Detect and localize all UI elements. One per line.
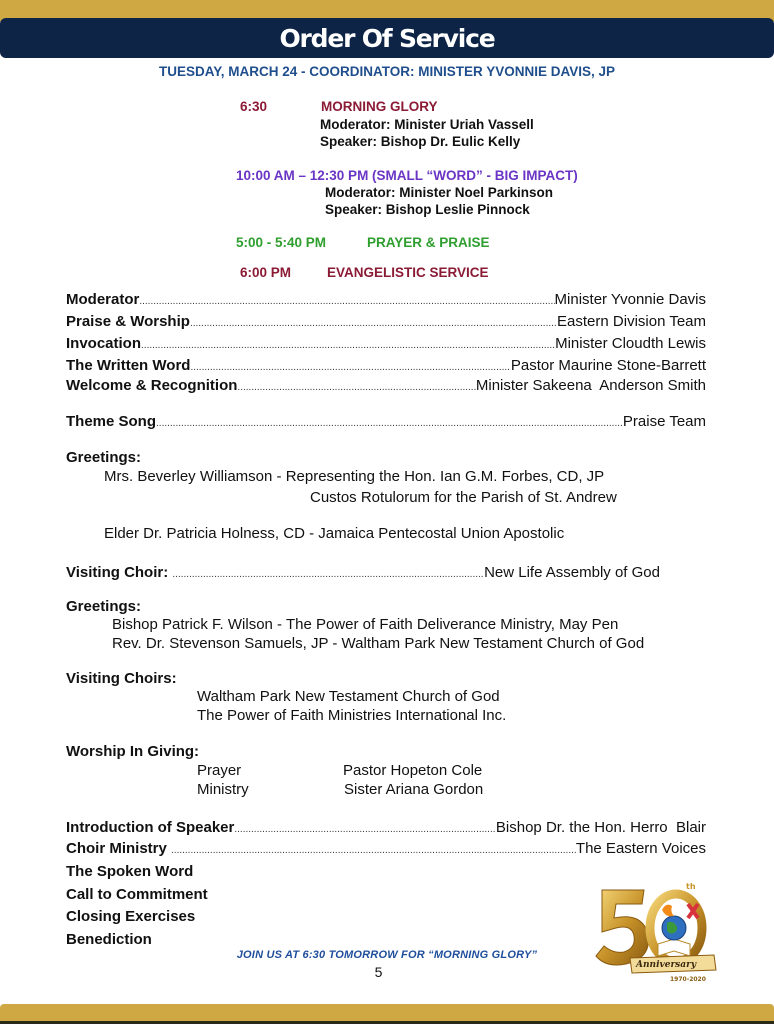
- footer-note: JOIN US AT 6:30 TOMORROW FOR “MORNING GLORY”: [236, 949, 538, 961]
- program-label: Theme Song: [66, 413, 157, 430]
- program-row: [66, 819, 706, 839]
- closing-item: Closing Exercises: [66, 908, 196, 925]
- program-row: [66, 335, 706, 355]
- dot-leader: [172, 564, 484, 584]
- program-value: Pastor Maurine Stone-Barrett: [510, 357, 706, 374]
- schedule-time: 6:30: [240, 99, 268, 114]
- schedule-title: PRAYER & PRAISE: [367, 235, 490, 250]
- program-label: Introduction of Speaker: [66, 819, 235, 836]
- visiting-choir-row: [66, 564, 660, 584]
- schedule-time: 6:00 PM: [240, 265, 292, 280]
- visiting-choirs-label: Visiting Choirs:: [66, 670, 177, 687]
- dot-leader: [156, 413, 623, 433]
- title-bar: [0, 18, 774, 58]
- bible-icon: [658, 939, 690, 956]
- greetings-label: Greetings:: [66, 449, 142, 466]
- dot-leader: [141, 335, 555, 355]
- dot-leader: [171, 840, 576, 860]
- program-value: Minister Yvonnie Davis: [554, 291, 706, 308]
- giving-role: Prayer: [197, 762, 242, 779]
- program-row: [66, 840, 706, 860]
- program-value: Minister Cloudth Lewis: [555, 335, 706, 352]
- page-number: 5: [374, 964, 383, 980]
- program-row: [66, 313, 706, 333]
- dot-leader: [190, 313, 557, 333]
- greeting-line: Bishop Patrick F. Wilson - The Power of Faith Deliverance Ministry, May Pen: [112, 616, 619, 633]
- logo-ribbon-text: Anniversary: [636, 960, 697, 970]
- program-label: Moderator: [66, 291, 140, 308]
- greeting-line: Custos Rotulorum for the Parish of St. Andrew: [310, 489, 617, 506]
- greeting-line: Rev. Dr. Stevenson Samuels, JP - Waltham Park New Testament Church of God: [112, 635, 645, 652]
- logo-suffix: th: [686, 882, 696, 891]
- closing-item: The Spoken Word: [66, 863, 194, 880]
- giving-name: Pastor Hopeton Cole: [343, 762, 483, 779]
- program-value: New Life Assembly of God: [484, 564, 660, 581]
- anniversary-logo: [592, 882, 718, 988]
- program-row: [66, 377, 706, 397]
- logo-graphic: [592, 882, 718, 988]
- dot-leader: [139, 291, 554, 311]
- choir-line: Waltham Park New Testament Church of God: [197, 688, 500, 705]
- program-row: [66, 357, 706, 377]
- date-coordinator-heading: TUESDAY, MARCH 24 - COORDINATOR: MINISTER YVONNIE DAVIS, JP: [158, 64, 616, 79]
- program-label: Praise & Worship: [66, 313, 190, 330]
- choir-line: The Power of Faith Ministries International Inc.: [197, 707, 507, 724]
- giving-name: Sister Ariana Gordon: [344, 781, 484, 798]
- giving-label: Worship In Giving:: [66, 743, 200, 760]
- program-row: [66, 291, 706, 311]
- program-label: The Written Word: [66, 357, 191, 374]
- program-value: Bishop Dr. the Hon. Herro Blair: [495, 819, 706, 836]
- logo-five-shape: [596, 890, 649, 965]
- program-label: Welcome & Recognition: [66, 377, 238, 394]
- dot-leader: [234, 819, 496, 839]
- program-value: Eastern Division Team: [557, 313, 706, 330]
- greeting-line: Mrs. Beverley Williamson - Representing the Hon. Ian G.M. Forbes, CD, JP: [104, 468, 605, 485]
- closing-item: Call to Commitment: [66, 886, 208, 903]
- schedule-speaker: Speaker: Bishop Dr. Eulic Kelly: [320, 134, 521, 149]
- schedule-moderator: Moderator: Minister Noel Parkinson: [325, 185, 554, 200]
- greetings-label: Greetings:: [66, 598, 142, 615]
- schedule-time: 5:00 - 5:40 PM: [236, 235, 327, 250]
- greeting-line: Elder Dr. Patricia Holness, CD - Jamaica Pentecostal Union Apostolic: [104, 525, 565, 542]
- program-label: Visiting Choir:: [66, 564, 173, 581]
- program-value: The Eastern Voices: [575, 840, 706, 857]
- schedule-title: MORNING GLORY: [321, 99, 438, 114]
- page-title: Order Of Service: [279, 23, 495, 53]
- schedule-moderator: Moderator: Minister Uriah Vassell: [320, 117, 534, 132]
- logo-years: 1970-2020: [670, 976, 706, 983]
- closing-item: Benediction: [66, 931, 152, 948]
- dot-leader: [237, 377, 475, 397]
- schedule-speaker: Speaker: Bishop Leslie Pinnock: [325, 202, 530, 217]
- flame-icon: [662, 905, 674, 917]
- program-label: Choir Ministry: [66, 840, 172, 857]
- schedule-heading: 10:00 AM – 12:30 PM (SMALL “WORD” - BIG IMPACT): [236, 168, 578, 183]
- schedule-title: EVANGELISTIC SERVICE: [327, 265, 489, 280]
- dot-leader: [190, 357, 510, 377]
- program-value: Minister Sakeena Anderson Smith: [475, 377, 706, 394]
- program-value: Praise Team: [622, 413, 706, 430]
- giving-role: Ministry: [197, 781, 249, 798]
- program-row: [66, 413, 706, 433]
- program-label: Invocation: [66, 335, 142, 352]
